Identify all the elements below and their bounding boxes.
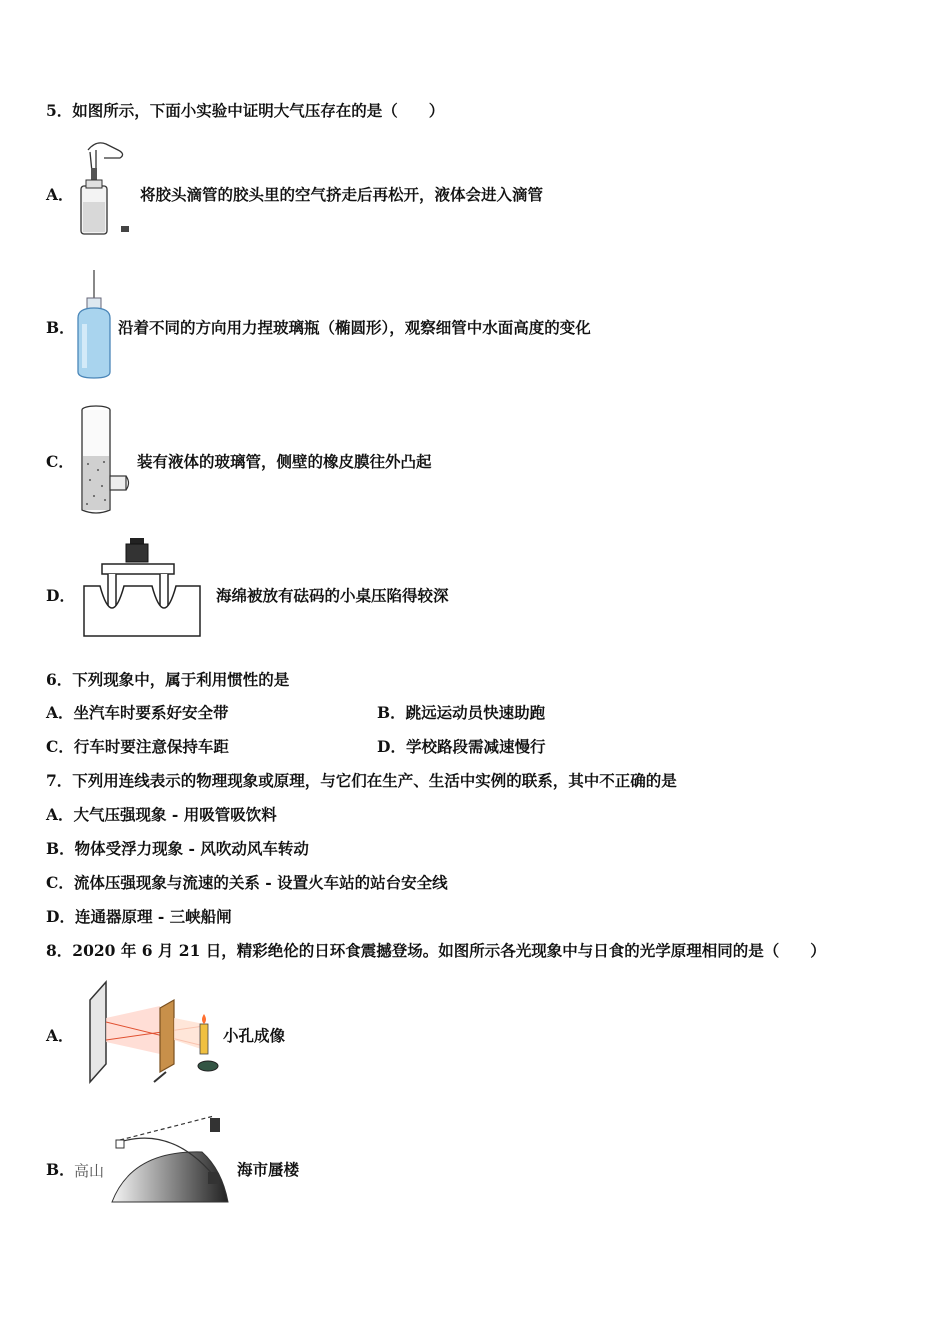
q5-option-b-key: B． xyxy=(46,318,75,337)
pinhole-camera-icon xyxy=(84,978,224,1088)
mirage-icon xyxy=(72,1110,236,1206)
q5-option-c-key: C． xyxy=(46,452,74,471)
q7-option-c: C．流体压强现象与流速的关系 - 设置火车站的站台安全线 xyxy=(46,873,448,892)
q5-option-a-key: A． xyxy=(46,185,74,204)
table-sponge-icon xyxy=(82,534,204,640)
q6-option-d: D．学校路段需减速慢行 xyxy=(377,737,546,756)
q7-option-b: B．物体受浮力现象 - 风吹动风车转动 xyxy=(46,839,309,858)
q8-option-a-key: A． xyxy=(46,1026,74,1045)
glass-tube-membrane-icon xyxy=(76,404,132,516)
dropper-bottle-icon xyxy=(74,138,134,238)
q8-option-b-text: 海市蜃楼 xyxy=(237,1160,300,1179)
squeeze-bottle-icon xyxy=(74,268,114,380)
q6-option-a: A．坐汽车时要系好安全带 xyxy=(46,703,229,722)
q8-option-b-key: B． xyxy=(46,1160,75,1179)
q6-option-b: B．跳远运动员快速助跑 xyxy=(377,703,546,722)
q5-option-b-text: 沿着不同的方向用力捏玻璃瓶（椭圆形），观察细管中水面高度的变化 xyxy=(118,318,591,337)
q8-option-a-text: 小孔成像 xyxy=(223,1026,286,1045)
question-6-stem: 6．下列现象中，属于利用惯性的是 xyxy=(46,670,290,689)
q7-option-a: A．大气压强现象 - 用吸管吸饮料 xyxy=(46,805,277,824)
q7-option-d: D．连通器原理 - 三峡船闸 xyxy=(46,907,232,926)
q5-option-d-key: D． xyxy=(46,586,75,605)
question-5-stem: 5．如图所示，下面小实验中证明大气压存在的是（ ） xyxy=(46,101,445,120)
question-7-stem: 7．下列用连线表示的物理现象或原理，与它们在生产、生活中实例的联系，其中不正确的是 xyxy=(46,771,677,790)
mirage-figure-label: 高山 xyxy=(74,1162,105,1180)
q5-option-c-text: 装有液体的玻璃管，侧壁的橡皮膜往外凸起 xyxy=(137,452,432,471)
q6-option-c: C．行车时要注意保持车距 xyxy=(46,737,229,756)
q5-option-d-text: 海绵被放有砝码的小桌压陷得较深 xyxy=(216,586,449,605)
question-8-stem: 8．2020 年 6 月 21 日，精彩绝伦的日环食震撼登场。如图所示各光现象中与日食的光学原理相同的是（ ） xyxy=(46,941,826,960)
q5-option-a-text: 将胶头滴管的胶头里的空气挤走后再松开，液体会进入滴管 xyxy=(140,185,544,204)
